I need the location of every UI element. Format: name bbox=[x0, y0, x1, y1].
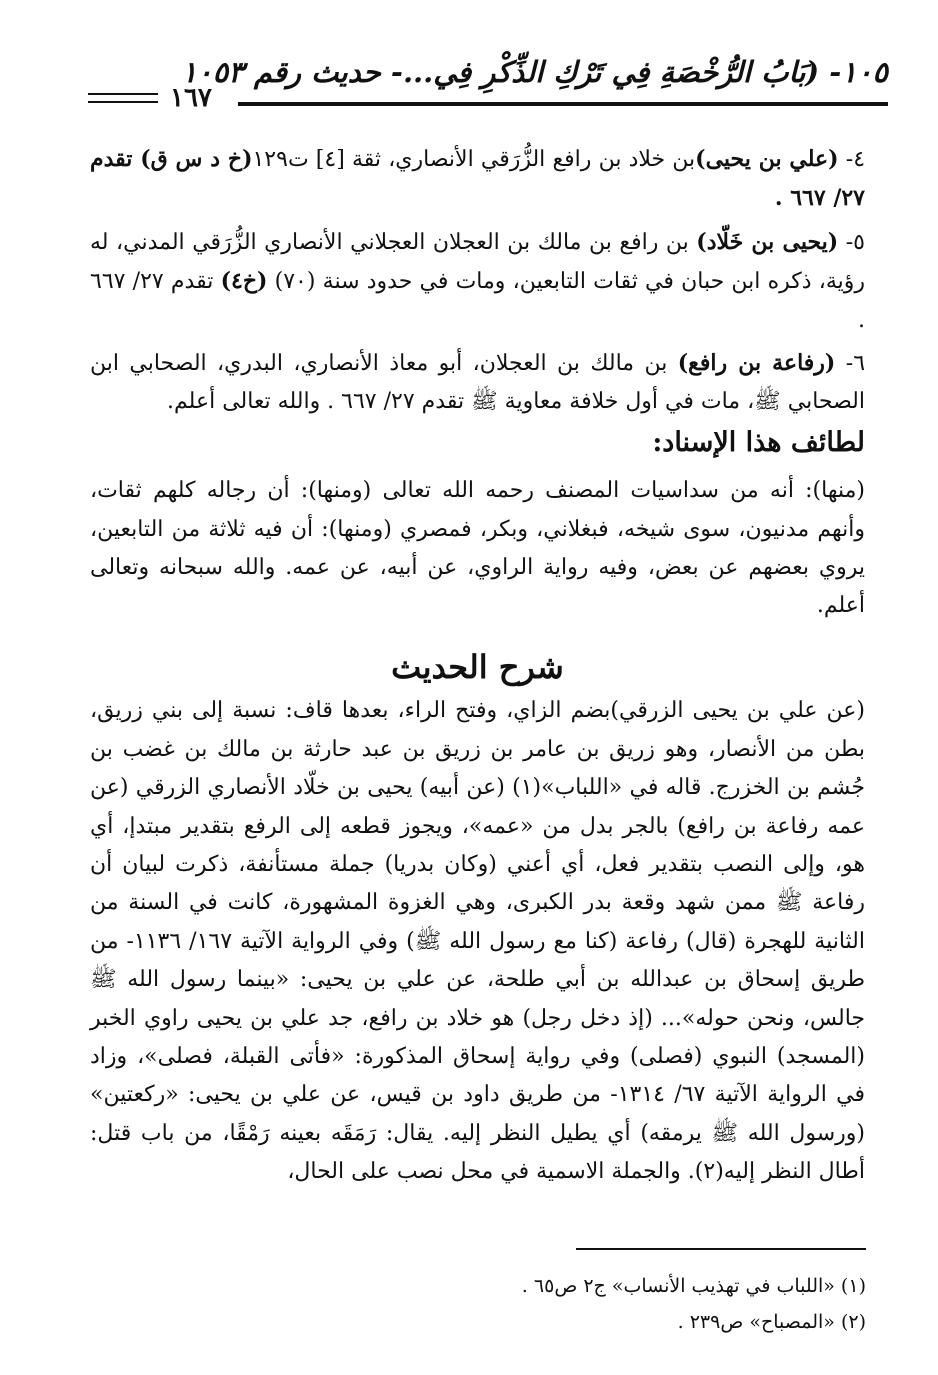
footnote-1: (١) «اللباب في تهذيب الأنساب» ج٢ ص٦٥ . bbox=[521, 1275, 866, 1297]
header-title: ١٠٥- (بَابُ الرُّخْصَةِ فِي تَرْكِ الذِّكْرِ فِي...- حديث رقم ١٠٥٣ bbox=[181, 55, 888, 89]
narrator-name: (يحيى بن خَلّاد) bbox=[696, 228, 839, 255]
header-underline bbox=[238, 102, 888, 106]
lataif-heading: لطائف هذا الإسناد: bbox=[652, 426, 865, 458]
footnote-separator bbox=[576, 1248, 866, 1250]
header-rule-left-top bbox=[88, 93, 158, 95]
narrator-codes: (خ٤) bbox=[220, 268, 268, 295]
narrator-4 bbox=[90, 140, 865, 219]
narrator-number: ٤- bbox=[838, 147, 866, 172]
lataif-paragraph: (منها): أنه من سداسيات المصنف رحمه الله تعالى (ومنها): أن رجاله كلهم ثقات، وأنهم مدنيون، سوى شيخه، فبغلاني، وبكر، فمصري (ومنها): أن فيه ثلاثة من التابعين، يروي بعضهم عن بعض، وفيه رواية الراوي، عن أبيه، عن عمه. والله سبحانه وتعالى أعلم. bbox=[90, 478, 865, 619]
narrator-tail: تقدم ٢٧/ ٦٦٧ . bbox=[90, 269, 865, 333]
footnote-2: (٢) «المصباح» ص٢٣٩ . bbox=[677, 1311, 866, 1333]
footnotes bbox=[266, 1268, 866, 1340]
main-text bbox=[90, 140, 865, 1192]
narrator-text: بن رافع بن مالك بن العجلان العجلاني الأنصاري الزُّرَقي المدني، له رؤية، ذكره ابن حبان في ثقات التابعين، ومات في حدود سنة (٧٠) bbox=[90, 229, 866, 295]
narrator-number: ٦- bbox=[835, 351, 866, 377]
sharh-paragraph: (عن علي بن يحيى الزرقي)بضم الزاي، وفتح الراء، بعدها قاف: نسبة إلى بني زريق، بطن من الأنصار، وهو زريق بن عامر بن زريق بن عبد حارثة بن مالك بن غضب بن جُشم بن الخزرج. قاله في «اللباب»(١) (عن أبيه) يحيى بن خلّاد الأنصاري الزرقي (عن عمه رفاعة بن رافع) بالجر بدل من «عمه»، ويجوز قطعه إلى الرفع بتقدير مبتدإ، أي هو، وإلى النصب بتقدير فعل، أي أعني (وكان بدريا) جملة مستأنفة، ذكرت لبيان أن رفاعة ﷺ ممن شهد وقعة بدر الكبرى، وهي الغزوة المشهورة، كانت في السنة من الثانية للهجرة (قال) رفاعة (كنا مع رسول الله ﷺ) وفي الرواية الآتية ١٦٧/ ١١٣٦- من طريق إسحاق بن عبدالله بن أبي طلحة، عن علي بن يحيى: «بينما رسول الله ﷺ جالس، ونحن حوله»... (إذ دخل رجل) هو خلاد بن رافع، جد علي بن يحيى راوي الخبر (المسجد) النبوي (فصلى) وفي رواية إسحاق المذكورة: «فأتى القبلة، فصلى»، وزاد في الرواية الآتية ٦٧/ ١٣١٤- من طريق داود بن قيس، عن علي بن يحيى: «ركعتين» (ورسول الله ﷺ يرمقه) أي يطيل النظر إليه. يقال: رَمَقَه بعينه رَمْقًا، من باب قتل: أطال النظر إليه(٢). والجملة الاسمية في محل نصب على الحال، bbox=[90, 698, 866, 1185]
narrator-tail: تقدم ٢٧/ ٦٦٧ . bbox=[90, 146, 865, 212]
narrator-text: بن خلاد بن رافع الزُّرَقي الأنصاري، ثقة [٤] ت١٢٩ bbox=[252, 147, 696, 172]
narrator-name: (رفاعة بن رافع) bbox=[677, 350, 836, 377]
running-header bbox=[88, 55, 888, 115]
narrator-name: (علي بن يحيى) bbox=[695, 146, 839, 172]
header-rule-left-bottom bbox=[88, 101, 158, 103]
narrator-text: بن مالك بن العجلان، أبو معاذ الأنصاري، البدري، الصحابي ابن الصحابي ﷺ، مات في أول خلافة معاوية ﷺ تقدم ٢٧/ ٦٦٧ . والله تعالى أعلم. bbox=[90, 351, 865, 415]
page-number: ١٦٧ bbox=[170, 83, 212, 113]
sharh-heading: شرح الحديث bbox=[391, 647, 564, 686]
narrator-6 bbox=[90, 344, 865, 422]
narrator-number: ٥- bbox=[838, 229, 865, 255]
narrator-5 bbox=[90, 223, 865, 340]
narrator-codes: (خ د س ق) bbox=[140, 146, 253, 172]
